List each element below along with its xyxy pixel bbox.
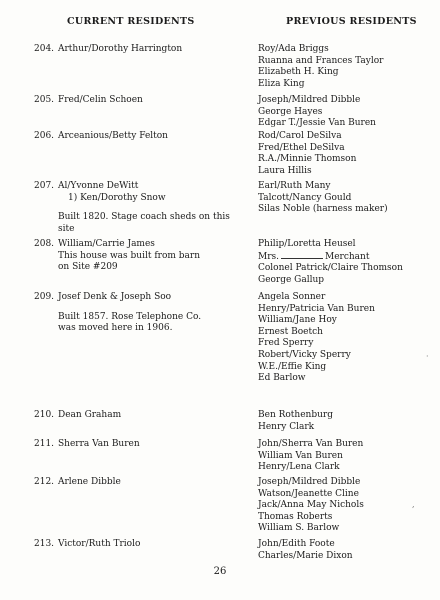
previous-resident: Talcott/Nancy Gould <box>258 192 352 203</box>
site-number: 207. <box>34 181 55 191</box>
resident-note: site <box>58 223 75 234</box>
site-number: 205. <box>34 95 55 105</box>
previous-residents-list <box>258 539 428 562</box>
previous-residents-list <box>258 292 428 385</box>
previous-resident: Henry/Lena Clark <box>258 462 340 473</box>
site-number: 212. <box>34 477 55 487</box>
resident-name: Fred/Celin Schoen <box>58 95 143 105</box>
previous-resident: Angela Sonner <box>258 292 326 302</box>
resident-name: William/Carrie James <box>58 239 155 249</box>
previous-resident: Charles/Marie Dixon <box>258 550 353 561</box>
previous-resident: John/Edith Foote <box>258 539 335 549</box>
resident-note: This house was built from barn <box>58 250 200 261</box>
resident-name: Dean Graham <box>58 410 122 420</box>
current-resident <box>34 477 249 489</box>
site-number: 204. <box>34 44 55 54</box>
resident-name: Arthur/Dorothy Harrington <box>58 44 183 54</box>
previous-residents-list <box>258 95 428 130</box>
current-resident <box>34 239 249 274</box>
resident-note: Built 1820. Stage coach sheds on this <box>58 212 230 223</box>
resident-note: was moved here in 1906. <box>58 323 173 334</box>
previous-residents-list <box>258 439 428 474</box>
site-number: 213. <box>34 539 55 549</box>
resident-name: Josef Denk & Joseph Soo <box>58 292 172 302</box>
previous-resident: Colonel Patrick/Claire Thomson <box>258 263 403 274</box>
previous-resident: Rod/Carol DeSilva <box>258 131 342 141</box>
current-resident <box>34 439 249 451</box>
site-number: 206. <box>34 131 55 141</box>
previous-residents-list <box>258 477 428 535</box>
current-resident <box>34 131 249 143</box>
previous-resident: Joseph/Mildred Dibble <box>258 95 361 105</box>
site-number: 210. <box>34 410 55 420</box>
current-resident <box>34 410 249 422</box>
previous-resident: William S. Barlow <box>258 523 340 534</box>
previous-resident: Joseph/Mildred Dibble <box>258 477 361 487</box>
previous-resident: Robert/Vicky Sperry <box>258 349 351 360</box>
stray-mark: · <box>426 352 429 361</box>
current-residents-header: CURRENT RESIDENTS <box>67 16 195 27</box>
column-headers <box>0 16 440 30</box>
previous-resident: Henry/Patricia Van Buren <box>258 303 375 314</box>
previous-resident: Thomas Roberts <box>258 511 333 522</box>
previous-resident: Eliza King <box>258 78 305 89</box>
previous-resident: W.E./Effie King <box>258 361 327 372</box>
blank-line <box>281 251 323 259</box>
previous-resident: R.A./Minnie Thomson <box>258 154 357 165</box>
resident-note: Built 1857. Rose Telephone Co. <box>58 311 202 322</box>
previous-resident: Watson/Jeanette Cline <box>258 488 359 499</box>
previous-residents-list <box>258 44 428 90</box>
previous-resident: Elizabeth H. King <box>258 67 339 78</box>
resident-name: Victor/Ruth Triolo <box>58 539 141 549</box>
resident-name: Arlene Dibble <box>58 477 121 487</box>
previous-resident: Philip/Loretta Heusel <box>258 239 356 249</box>
previous-resident-with-blank: Mrs. Merchant <box>258 251 370 262</box>
previous-resident: Ruanna and Frances Taylor <box>258 55 384 66</box>
previous-resident: Ernest Boetch <box>258 326 323 337</box>
previous-resident: John/Sherra Van Buren <box>258 439 364 449</box>
site-number: 208. <box>34 239 55 249</box>
previous-resident: William/Jane Hoy <box>258 315 337 326</box>
current-resident <box>34 292 249 335</box>
previous-resident: Fred Sperry <box>258 338 314 349</box>
previous-residents-header: PREVIOUS RESIDENTS <box>286 16 417 27</box>
previous-residents-list <box>258 181 428 216</box>
previous-resident: Fred/Ethel DeSilva <box>258 142 345 153</box>
resident-note: 1) Ken/Dorothy Snow <box>68 192 166 203</box>
resident-name: Al/Yvonne DeWitt <box>58 181 139 191</box>
previous-resident: William Van Buren <box>258 450 343 461</box>
previous-resident: Silas Noble (harness maker) <box>258 204 388 215</box>
previous-resident: Edgar T./Jessie Van Buren <box>258 118 376 129</box>
page-number: 26 <box>213 566 227 577</box>
previous-resident: Ed Barlow <box>258 373 306 384</box>
previous-resident: Jack/Anna May Nichols <box>258 500 364 511</box>
site-number: 211. <box>34 439 55 449</box>
current-resident <box>34 181 249 235</box>
previous-resident: George Gallup <box>258 274 325 285</box>
current-resident <box>34 95 249 107</box>
previous-resident: Earl/Ruth Many <box>258 181 331 191</box>
resident-name: Arceanious/Betty Felton <box>58 131 168 141</box>
current-resident <box>34 44 249 56</box>
previous-resident: Roy/Ada Briggs <box>258 44 329 54</box>
resident-name: Sherra Van Buren <box>58 439 140 449</box>
previous-residents-list <box>258 131 428 177</box>
previous-resident: George Hayes <box>258 106 323 117</box>
stray-mark: , <box>412 500 415 509</box>
current-resident <box>34 539 249 551</box>
previous-residents-list <box>258 410 428 433</box>
site-number: 209. <box>34 292 55 302</box>
previous-resident: Laura Hillis <box>258 165 312 176</box>
previous-residents-list <box>258 239 428 286</box>
resident-note: on Site #209 <box>58 262 118 273</box>
previous-resident: Henry Clark <box>258 421 315 432</box>
previous-resident: Ben Rothenburg <box>258 410 333 420</box>
